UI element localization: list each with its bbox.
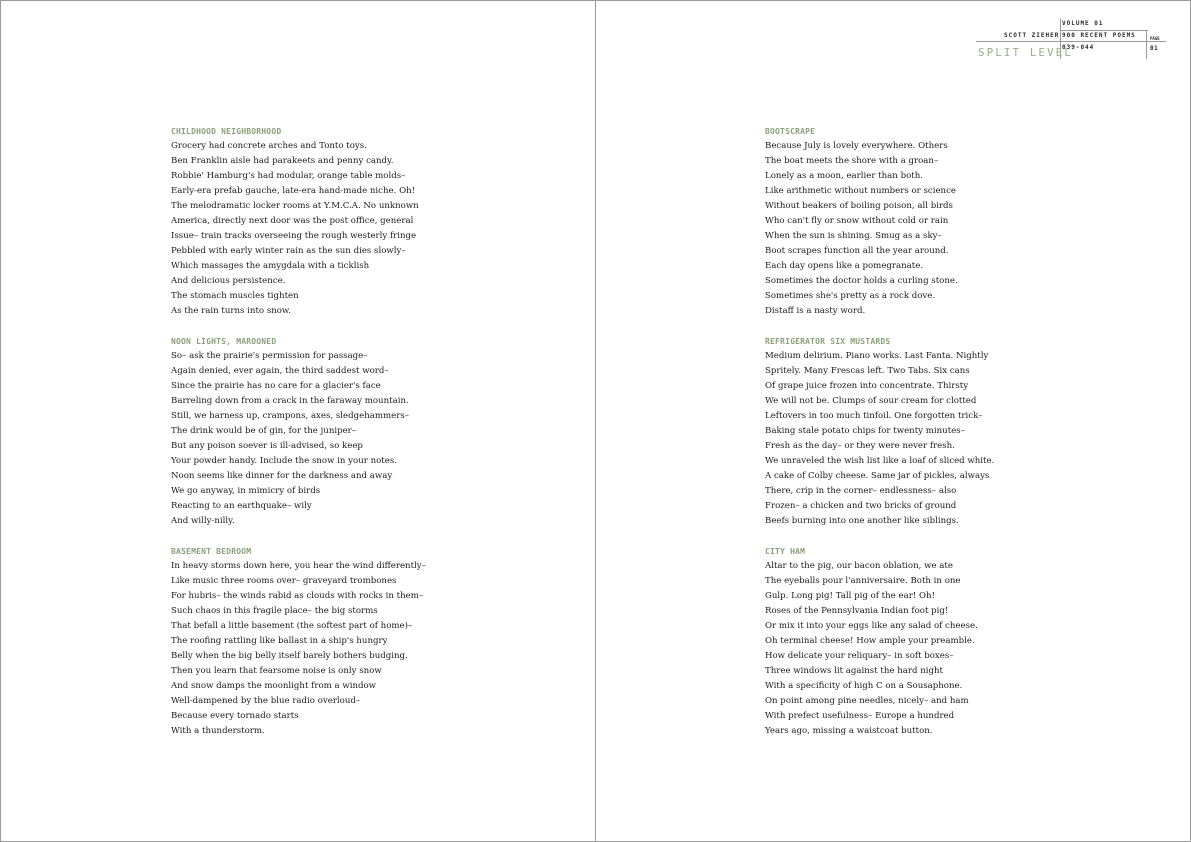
- poem-line: So– ask the prairie's permission for passage–: [171, 351, 368, 361]
- poem-line: On point among pine needles, nicely– and ham: [765, 696, 969, 706]
- poem-line: Each day opens like a pomegranate.: [765, 261, 924, 271]
- poem-line: Sometimes the doctor holds a curling stone.: [765, 276, 958, 286]
- poem-line: Sometimes she's pretty as a rock dove.: [765, 291, 936, 301]
- poem-line: Grocery had concrete arches and Tonto toys.: [171, 141, 367, 151]
- poem-line: But any poison soever is ill-advised, so keep: [171, 441, 363, 451]
- poem-line: In heavy storms down here, you hear the wind differently–: [171, 561, 426, 571]
- poem: [171, 334, 471, 529]
- poem-line: We unraveled the wish list like a loaf of sliced white.: [765, 456, 995, 466]
- poem-line: Without beakers of boiling poison, all birds: [765, 201, 953, 211]
- right-poem-column: [765, 124, 1065, 754]
- poem-line: Baking stale potato chips for twenty minutes–: [765, 426, 965, 436]
- poem-line: Of grape juice frozen into concentrate. Thirsty: [765, 381, 969, 391]
- poem-line: The roofing rattling like ballast in a ship's hungry: [171, 636, 388, 646]
- poem-line: With a specificity of high C on a Sousaphone.: [765, 681, 963, 691]
- poem-line: Altar to the pig, our bacon oblation, we ate: [765, 561, 953, 571]
- poem-line: Who can't fly or snow without cold or rain: [765, 216, 949, 226]
- poem-line: How delicate your reliquary– in soft boxes–: [765, 651, 954, 661]
- page-header: [976, 19, 1166, 63]
- poem-line: Oh terminal cheese! How ample your preamble.: [765, 636, 975, 646]
- poem-line: Ben Franklin aisle had parakeets and penny candy.: [171, 156, 394, 166]
- poem: [171, 544, 471, 739]
- book-subtitle: 900 RECENT POEMS: [1062, 32, 1136, 39]
- poem-line: Such chaos in this fragile place– the big storms: [171, 606, 378, 616]
- poem-line: With prefect usefulness– Europe a hundred: [765, 711, 955, 721]
- poem-line: We will not be. Clumps of sour cream for clotted: [765, 396, 977, 406]
- header-divider: [1146, 30, 1147, 59]
- poem-line: Frozen– a chicken and two bricks of ground: [765, 501, 957, 511]
- poem-line: America, directly next door was the post office, general: [171, 216, 414, 226]
- page-range: 039-044: [1062, 44, 1095, 51]
- poem-line: Which massages the amygdala with a ticklish: [171, 261, 370, 271]
- poem-line: Because every tornado starts: [171, 711, 299, 721]
- poem-line: Roses of the Pennsylvania Indian foot pig!: [765, 606, 949, 616]
- poem-line: We go anyway, in mimicry of birds: [171, 486, 321, 496]
- poem-title: CITY HAM: [765, 547, 806, 556]
- poem-line: Or mix it into your eggs like any salad of cheese.: [765, 621, 978, 631]
- poem-title: CHILDHOOD NEIGHBORHOOD: [171, 127, 282, 136]
- page-number: 01: [1150, 45, 1159, 52]
- poem-line: As the rain turns into snow.: [171, 306, 292, 316]
- poem-line: The stomach muscles tighten: [171, 291, 299, 301]
- poem-line: Pebbled with early winter rain as the sun dies slowly–: [171, 246, 406, 256]
- poem-line: A cake of Colby cheese. Same jar of pickles, always: [765, 471, 990, 481]
- poem-line: Like music three rooms over– graveyard trombones: [171, 576, 397, 586]
- poem-line: Belly when the big belly itself barely bothers budging.: [171, 651, 408, 661]
- poem-line: Barreling down from a crack in the faraway mountain.: [171, 396, 409, 406]
- poem-line: Then you learn that fearsome noise is only snow: [171, 666, 382, 676]
- author-name: SCOTT ZIEHER: [1004, 32, 1060, 39]
- poem-line: Boot scrapes function all the year around.: [765, 246, 949, 256]
- poem-line: Spritely. Many Frescas left. Two Tabs. Six cans: [765, 366, 970, 376]
- page-label: PAGE: [1150, 36, 1160, 41]
- poem-line: Fresh as the day– or they were never fresh.: [765, 441, 955, 451]
- poem-line: Distaff is a nasty word.: [765, 306, 866, 316]
- poem-line: Issue– train tracks overseeing the rough westerly fringe: [171, 231, 417, 241]
- right-page: [595, 0, 1191, 842]
- book-title: SPLIT LEVEL: [978, 46, 1073, 59]
- poem-line: Robbie' Hamburg's had modular, orange table molds–: [171, 171, 406, 181]
- poem-line: And snow damps the moonlight from a window: [171, 681, 377, 691]
- poem-line: The boat meets the shore with a groan–: [765, 156, 939, 166]
- poem-line: And willy-nilly.: [171, 516, 235, 526]
- poem-line: Because July is lovely everywhere. Others: [765, 141, 948, 151]
- poem-title: REFRIGERATOR SIX MUSTARDS: [765, 337, 891, 346]
- poem-line: Leftovers in too much tinfoil. One forgotten trick–: [765, 411, 983, 421]
- poem-line: The melodramatic locker rooms at Y.M.C.A. No unknown: [171, 201, 419, 211]
- poem-line: Years ago, missing a waistcoat button.: [765, 726, 933, 736]
- poem-line: Your powder handy. Include the snow in your notes.: [171, 456, 397, 466]
- poem-line: Well-dampened by the blue radio overloud–: [171, 696, 361, 706]
- poem: [171, 124, 471, 319]
- poem: [765, 334, 1065, 529]
- poem-line: Reacting to an earthquake– wily: [171, 501, 312, 511]
- poem-title: BASEMENT BEDROOM: [171, 547, 252, 556]
- left-poem-column: [171, 124, 471, 754]
- poem-line: Still, we harness up, crampons, axes, sledgehammers–: [171, 411, 410, 421]
- poem-line: Three windows lit against the hard night: [765, 666, 943, 676]
- poem-line: Gulp. Long pig! Tall pig of the ear! Oh!: [765, 591, 936, 601]
- poem-line: There, crip in the corner– endlessness– also: [765, 486, 957, 496]
- poem-line: Again denied, ever again, the third saddest word–: [171, 366, 389, 376]
- poem-line: For hubris– the winds rabid as clouds with rocks in them–: [171, 591, 424, 601]
- poem-line: With a thunderstorm.: [171, 726, 265, 736]
- poem-line: Lonely as a moon, earlier than both.: [765, 171, 923, 181]
- poem-line: And delicious persistence.: [171, 276, 286, 286]
- poem-line: When the sun is shining. Smug as a sky–: [765, 231, 942, 241]
- header-divider: [1060, 30, 1148, 31]
- poem: [765, 124, 1065, 319]
- poem-title: BOOTSCRAPE: [765, 127, 816, 136]
- poem: [765, 544, 1065, 739]
- poem-line: Like arithmetic without numbers or science: [765, 186, 956, 196]
- poem-line: Beefs burning into one another like siblings.: [765, 516, 959, 526]
- poem-line: Noon seems like dinner for the darkness and away: [171, 471, 393, 481]
- poem-line: That befall a little basement (the softest part of home)–: [171, 621, 413, 631]
- poem-line: The eyeballs pour l'anniversaire. Both in one: [765, 576, 961, 586]
- poem-line: Since the prairie has no care for a glacier's face: [171, 381, 381, 391]
- poem-title: NOON LIGHTS, MAROONED: [171, 337, 277, 346]
- poem-line: The drink would be of gin, for the juniper–: [171, 426, 357, 436]
- header-divider: [976, 41, 1166, 42]
- volume-label: VOLUME 01: [1062, 20, 1104, 27]
- poem-line: Medium delirium. Piano works. Last Fanta. Nightly: [765, 351, 989, 361]
- poem-line: Early-era prefab gauche, late-era hand-made niche. Oh!: [171, 186, 416, 196]
